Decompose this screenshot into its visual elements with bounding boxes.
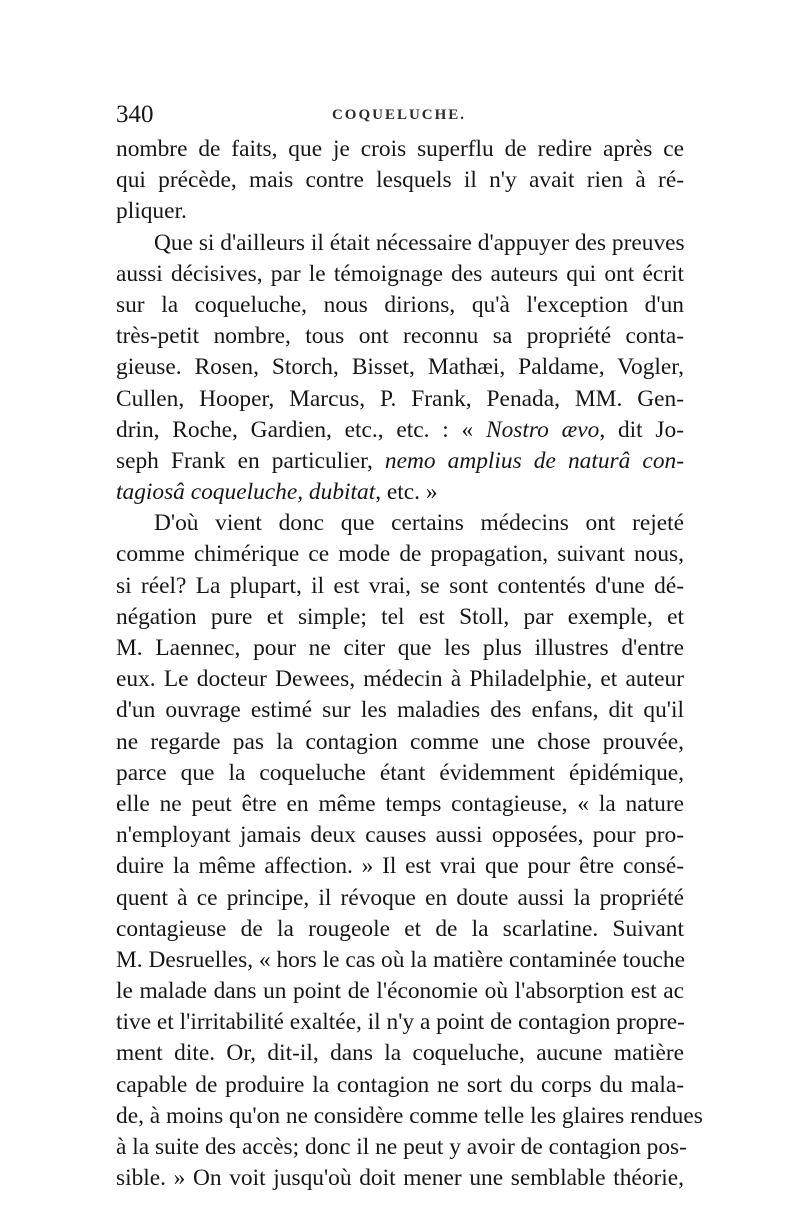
text-line: quent à ce principe, il révoque en doute aussi la propriété: [116, 884, 684, 911]
text-line: M. Laennec, pour ne citer que les plus illustres d'entre: [116, 635, 684, 661]
text-line: [116, 446, 684, 477]
page-number: 340: [116, 101, 154, 128]
text-line: qui précède, mais contre lesquels il n'y avait rien à ré-: [116, 167, 684, 194]
text-line: de, à moins qu'on ne considère comme telle les glaires rendues: [116, 1102, 703, 1129]
text-line: pliquer.: [116, 198, 187, 225]
text-line: sur la coqueluche, nous dirions, qu'à l'exception d'un: [116, 291, 684, 318]
text-line: négation pure et simple; tel est Stoll, par exemple, et: [116, 603, 684, 630]
text-line: ment dite. Or, dit-il, dans la coqueluche, aucune matière: [116, 1040, 684, 1067]
text-line: n'employant jamais deux causes aussi opposées, pour pro-: [116, 822, 684, 849]
text-line: D'où vient donc que certains médecins ont rejeté: [154, 510, 684, 537]
text-line: contagieuse de la rougeole et de la scarlatine. Suivant: [116, 915, 684, 942]
text-segment: seph Frank en particulier,: [116, 447, 385, 474]
text-line: le malade dans un point de l'économie où l'absorption est ac: [116, 978, 684, 1005]
text-segment: , dit Jo-: [599, 416, 684, 443]
text-line: parce que la coqueluche étant évidemment épidémique,: [116, 759, 684, 786]
text-line: ne regarde pas la contagion comme une chose prouvée,: [116, 728, 684, 755]
text-segment: drin, Roche, Gardien, etc., etc. : «: [116, 416, 487, 443]
text-line: duire la même affection. » Il est vrai que pour être consé-: [116, 853, 684, 880]
body-text: [116, 134, 703, 1194]
text-segment: , etc. »: [375, 479, 438, 506]
italic-segment: Nostro ævo: [486, 416, 600, 443]
text-line: eux. Le docteur Dewees, médecin à Philadelphie, et auteur: [116, 666, 684, 693]
text-line: [116, 477, 684, 508]
text-line: nombre de faits, que je crois superflu de redire après ce: [116, 136, 684, 162]
text-line: à la suite des accès; donc il ne peut y avoir de contagion pos-: [116, 1134, 687, 1160]
text-line: Que si d'ailleurs il était nécessaire d'appuyer des preuves: [154, 229, 685, 256]
running-head: [116, 100, 682, 130]
italic-segment: tagiosâ coqueluche, dubitat: [116, 479, 376, 506]
text-line: d'un ouvrage estimé sur les maladies des enfans, dit qu'il: [116, 697, 684, 724]
italic-segment: nemo amplius de naturâ con-: [384, 447, 684, 474]
text-line: M. Desruelles, « hors le cas où la matière contaminée touche: [116, 946, 685, 973]
text-line: sible. » On voit jusqu'où doit mener une semblable théorie,: [116, 1165, 684, 1192]
running-title: COQUELUCHE.: [331, 107, 467, 123]
text-line: si réel? La plupart, il est vrai, se sont contentés d'une dé-: [116, 572, 684, 599]
text-line: capable de produire la contagion ne sort du corps du mala-: [116, 1071, 684, 1098]
text-line: comme chimérique ce mode de propagation, suivant nous,: [116, 541, 684, 568]
text-line: tive et l'irritabilité exaltée, il n'y a point de contagion propre-: [116, 1009, 685, 1036]
text-line: [116, 415, 684, 446]
text-line: gieuse. Rosen, Storch, Bisset, Mathæi, Paldame, Vogler,: [116, 354, 684, 381]
text-line: Cullen, Hooper, Marcus, P. Frank, Penada, MM. Gen-: [116, 385, 684, 412]
text-line: elle ne peut être en même temps contagieuse, « la nature: [116, 790, 684, 817]
text-line: très-petit nombre, tous ont reconnu sa propriété conta-: [116, 323, 684, 350]
text-line: aussi décisives, par le témoignage des auteurs qui ont écrit: [116, 260, 684, 287]
